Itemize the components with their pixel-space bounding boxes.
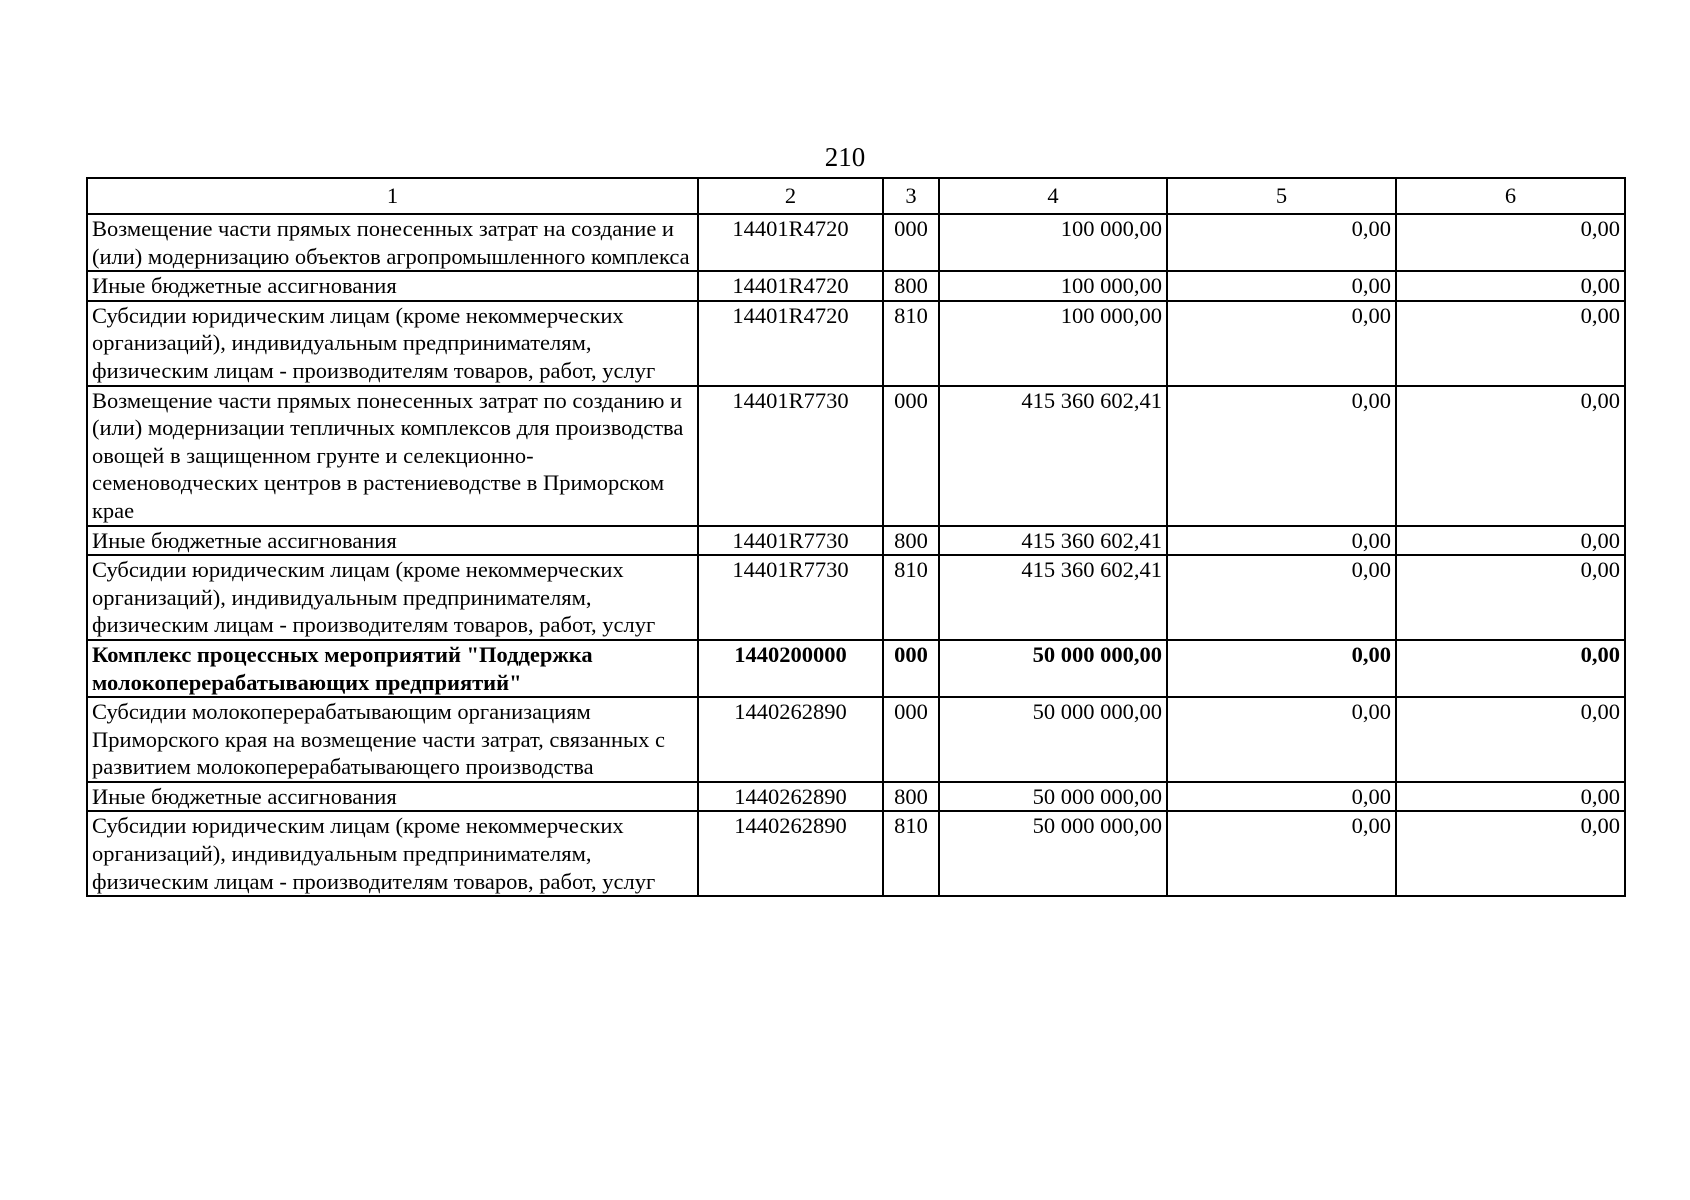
row-description: Комплекс процессных мероприятий "Поддержка молокоперерабатывающих предприятий" [87, 640, 698, 697]
table-row [87, 214, 1625, 271]
row-amount-col4: 100 000,00 [939, 214, 1167, 271]
table-row [87, 555, 1625, 640]
column-header: 6 [1396, 178, 1625, 214]
row-description: Субсидии юридическим лицам (кроме некоммерческих организаций), индивидуальным предпринимателям, физическим лицам - производителям товаров, работ, услуг [87, 555, 698, 640]
row-amount-col6: 0,00 [1396, 640, 1625, 697]
row-amount-col6: 0,00 [1396, 782, 1625, 812]
row-target-code: 14401R7730 [698, 526, 883, 556]
row-amount-col6: 0,00 [1396, 811, 1625, 896]
row-amount-col5: 0,00 [1167, 555, 1396, 640]
row-target-code: 14401R7730 [698, 386, 883, 526]
row-description: Субсидии юридическим лицам (кроме некоммерческих организаций), индивидуальным предпринимателям, физическим лицам - производителям товаров, работ, услуг [87, 811, 698, 896]
row-target-code: 14401R4720 [698, 214, 883, 271]
table-row [87, 782, 1625, 812]
row-description: Субсидии юридическим лицам (кроме некоммерческих организаций), индивидуальным предпринимателям, физическим лицам - производителям товаров, работ, услуг [87, 301, 698, 386]
row-expense-type: 000 [883, 386, 939, 526]
row-amount-col4: 415 360 602,41 [939, 555, 1167, 640]
row-description: Иные бюджетные ассигнования [87, 271, 698, 301]
row-amount-col4: 415 360 602,41 [939, 526, 1167, 556]
row-amount-col5: 0,00 [1167, 271, 1396, 301]
row-amount-col5: 0,00 [1167, 782, 1396, 812]
row-amount-col5: 0,00 [1167, 214, 1396, 271]
row-amount-col5: 0,00 [1167, 386, 1396, 526]
row-amount-col5: 0,00 [1167, 301, 1396, 386]
row-description: Иные бюджетные ассигнования [87, 782, 698, 812]
row-expense-type: 810 [883, 301, 939, 386]
row-amount-col6: 0,00 [1396, 214, 1625, 271]
row-amount-col4: 50 000 000,00 [939, 811, 1167, 896]
page-number: 210 [824, 142, 866, 172]
table-row [87, 526, 1625, 556]
row-amount-col6: 0,00 [1396, 386, 1625, 526]
row-expense-type: 800 [883, 782, 939, 812]
column-header: 5 [1167, 178, 1396, 214]
row-amount-col5: 0,00 [1167, 697, 1396, 782]
row-amount-col6: 0,00 [1396, 301, 1625, 386]
row-expense-type: 800 [883, 271, 939, 301]
row-description: Субсидии молокоперерабатывающим организациям Приморского края на возмещение части затрат, связанных с развитием молокоперерабатывающего производства [87, 697, 698, 782]
row-amount-col4: 50 000 000,00 [939, 640, 1167, 697]
row-expense-type: 810 [883, 555, 939, 640]
row-description: Возмещение части прямых понесенных затрат по созданию и (или) модернизации тепличных комплексов для производства овощей в защищенном грунте и селекционно-семеноводческих центров в растениеводстве в Приморском крае [87, 386, 698, 526]
column-number-header-row [87, 178, 1625, 214]
column-header: 3 [883, 178, 939, 214]
row-amount-col4: 100 000,00 [939, 271, 1167, 301]
row-amount-col6: 0,00 [1396, 271, 1625, 301]
table-row [87, 640, 1625, 697]
column-header: 1 [87, 178, 698, 214]
row-target-code: 1440200000 [698, 640, 883, 697]
row-target-code: 1440262890 [698, 782, 883, 812]
row-amount-col5: 0,00 [1167, 640, 1396, 697]
row-expense-type: 000 [883, 640, 939, 697]
row-amount-col4: 50 000 000,00 [939, 697, 1167, 782]
row-description: Возмещение части прямых понесенных затрат на создание и (или) модернизацию объектов агропромышленного комплекса [87, 214, 698, 271]
column-header: 4 [939, 178, 1167, 214]
column-header: 2 [698, 178, 883, 214]
row-target-code: 1440262890 [698, 697, 883, 782]
row-expense-type: 810 [883, 811, 939, 896]
table-row [87, 697, 1625, 782]
row-amount-col6: 0,00 [1396, 555, 1625, 640]
row-target-code: 14401R4720 [698, 301, 883, 386]
row-amount-col6: 0,00 [1396, 697, 1625, 782]
row-target-code: 1440262890 [698, 811, 883, 896]
row-description: Иные бюджетные ассигнования [87, 526, 698, 556]
row-target-code: 14401R7730 [698, 555, 883, 640]
budget-table [86, 177, 1626, 897]
table-row [87, 301, 1625, 386]
row-expense-type: 800 [883, 526, 939, 556]
row-amount-col5: 0,00 [1167, 526, 1396, 556]
table-row [87, 271, 1625, 301]
row-amount-col5: 0,00 [1167, 811, 1396, 896]
table-row [87, 386, 1625, 526]
row-expense-type: 000 [883, 214, 939, 271]
row-target-code: 14401R4720 [698, 271, 883, 301]
row-expense-type: 000 [883, 697, 939, 782]
row-amount-col6: 0,00 [1396, 526, 1625, 556]
row-amount-col4: 50 000 000,00 [939, 782, 1167, 812]
table-row [87, 811, 1625, 896]
row-amount-col4: 100 000,00 [939, 301, 1167, 386]
row-amount-col4: 415 360 602,41 [939, 386, 1167, 526]
